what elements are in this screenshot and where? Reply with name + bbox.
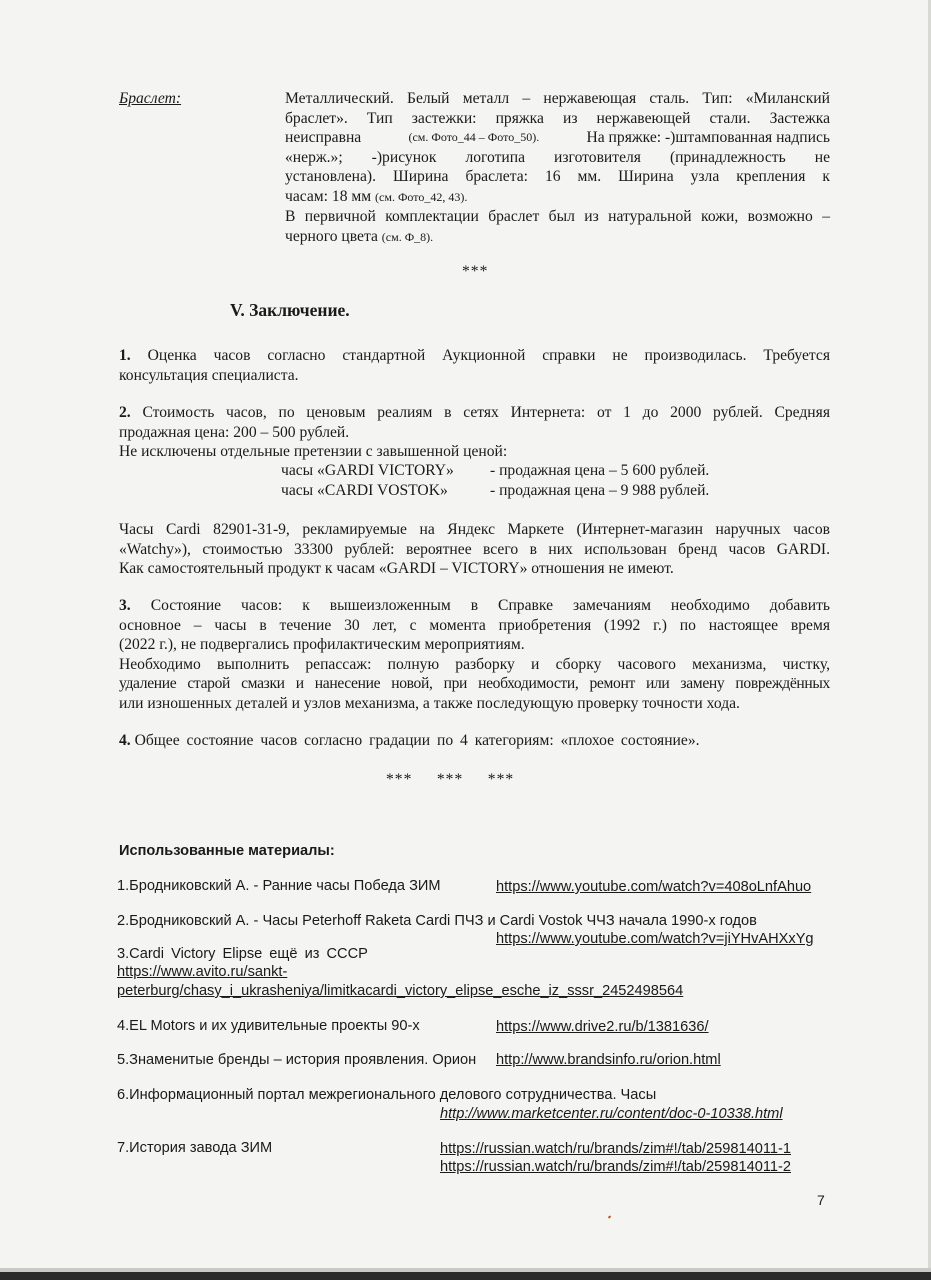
section-title: V. Заключение.: [230, 300, 350, 320]
paragraph-line: удаление старой смазки и нанесение новой, при необходимости, ремонт или замену повреждённых: [119, 675, 830, 692]
item-number: 4.: [119, 732, 131, 749]
material-link[interactable]: peterburg/chasy_i_ukrasheniya/limitkacardi_victory_elipse_esche_iz_sssr_2452498564: [117, 983, 684, 999]
bracelet-line: [285, 128, 830, 148]
paragraph-line: [119, 346, 830, 366]
item-number: 3.: [119, 597, 131, 614]
bracelet-line: браслет». Тип застежки: пряжка из нержавеющей стали. Застежка: [285, 109, 830, 127]
material-item-text: 3.Cardi Victory Elipse ещё из СССР: [117, 946, 368, 962]
paragraph-line: [119, 596, 830, 616]
material-link[interactable]: https://www.youtube.com/watch?v=jiYHvAHXxYg: [496, 931, 814, 947]
scan-speck: [608, 1215, 612, 1218]
separator-stars: *** *** ***: [386, 771, 515, 788]
material-item-text: 5.Знаменитые бренды – история проявления. Орион: [117, 1052, 477, 1068]
paragraph-line: или изношенных деталей и узлов механизма, а также последующую проверку точности хода.: [119, 694, 740, 712]
bracelet-text: часам: 18 мм: [285, 187, 372, 205]
paragraph-text: Оценка часов согласно стандартной Аукционной справки не производилась. Требуется: [147, 347, 830, 364]
material-item-text: 7.История завода ЗИМ: [117, 1140, 273, 1156]
paragraph-line: консультация специалиста.: [119, 366, 299, 384]
paragraph-line: «Watchy»), стоимостью 33300 рублей: вероятнее всего в них использован бренд часов GARDI.: [119, 540, 830, 558]
bracelet-line: установлена). Ширина браслета: 16 мм. Ширина узла крепления к: [285, 168, 830, 185]
paragraph-text: Стоимость часов, по ценовым реалиям в сетях Интернета: от 1 до 2000 рублей. Средняя: [142, 404, 830, 421]
bracelet-line: Металлический. Белый металл – нержавеющая сталь. Тип: «Миланский: [285, 90, 830, 107]
paragraph-line: основное – часы в течение 30 лет, с момента приобретения (1992 г.) по настоящее время: [119, 616, 830, 634]
material-link[interactable]: http://www.marketcenter.ru/content/doc-0-10338.html: [440, 1106, 783, 1122]
watch-offer-price: - продажная цена – 5 600 рублей.: [490, 462, 710, 479]
bracelet-line: В первичной комплектации браслет был из натуральной кожи, возможно –: [285, 208, 830, 225]
paragraph-2: [119, 403, 830, 462]
paragraph-line: продажная цена: 200 – 500 рублей.: [119, 423, 350, 441]
paragraph-line: Часы Cardi 82901-31-9, рекламируемые на Яндекс Маркете (Интернет-магазин наручных часов: [119, 521, 830, 538]
bracelet-text: На пряжке: -)штампованная надпись: [586, 129, 830, 146]
photo-reference: (см. Фото_42, 43).: [375, 189, 468, 204]
paragraph-text: Общее состояние часов согласно градации по 4 категориям: «плохое состояние».: [134, 732, 700, 749]
watch-offer-name: часы «CARDI VOSTOK»: [281, 482, 448, 499]
material-link[interactable]: https://www.avito.ru/sankt-: [117, 964, 288, 980]
materials-title: Использованные материалы:: [119, 843, 335, 859]
paragraph-line: (2022 г.), не подвергались профилактическим мероприятиям.: [119, 636, 525, 653]
bracelet-text: черного цвета: [285, 227, 378, 245]
item-number: 1.: [119, 347, 131, 364]
paragraph-line: Не исключены отдельные претензии с завышенной ценой:: [119, 443, 508, 460]
bracelet-label: Браслет:: [119, 90, 182, 107]
material-link[interactable]: https://www.drive2.ru/b/1381636/: [496, 1019, 709, 1035]
paragraph-3: [119, 596, 830, 713]
watch-offer-price: - продажная цена – 9 988 рублей.: [490, 482, 710, 499]
page-number: 7: [817, 1192, 825, 1208]
watch-offer-name: часы «GARDI VICTORY»: [281, 462, 454, 479]
bracelet-line: «нерж.»; -)рисунок логотипа изготовителя (принадлежность не: [285, 148, 830, 166]
paragraph-line: Необходимо выполнить репассаж: полную разборку и сборку часового механизма, чистку,: [119, 655, 830, 673]
bracelet-line: [285, 187, 830, 208]
paragraph-line: Как самостоятельный продукт к часам «GARDI – VICTORY» отношения не имеют.: [119, 560, 674, 577]
paragraph-line: [119, 403, 830, 423]
paragraph-text: Состояние часов: к вышеизложенным в Справке замечаниям необходимо добавить: [150, 597, 830, 614]
material-link[interactable]: https://russian.watch/ru/brands/zim#!/tab/259814011-2: [440, 1159, 791, 1175]
bracelet-line: [285, 227, 830, 248]
paragraph-1: [119, 346, 830, 385]
separator-stars: ***: [462, 263, 489, 280]
material-item-text: 6.Информационный портал межрегионального делового сотрудничества. Часы: [117, 1087, 657, 1103]
photo-reference: (см. Фото_44 – Фото_50).: [408, 130, 540, 144]
material-link[interactable]: https://russian.watch/ru/brands/zim#!/tab/259814011-1: [440, 1141, 791, 1157]
paragraph-2b: [119, 520, 830, 579]
scan-edge-bottom: [0, 1272, 931, 1280]
bracelet-description: [285, 89, 830, 247]
paragraph-line: [119, 731, 830, 751]
material-item-text: 1.Бродниковский А. - Ранние часы Победа ЗИМ: [117, 878, 441, 894]
bracelet-text: неисправна: [285, 129, 362, 146]
material-item-text: 2.Бродниковский А. - Часы Peterhoff Raketa Cardi ПЧЗ и Cardi Vostok ЧЧЗ начала 1990-х годов: [117, 913, 757, 929]
material-item-text: 4.EL Motors и их удивительные проекты 90-х: [117, 1018, 420, 1034]
paragraph-4: [119, 731, 830, 751]
item-number: 2.: [119, 404, 131, 421]
photo-reference: (см. Ф_8).: [381, 229, 434, 244]
material-link[interactable]: http://www.brandsinfo.ru/orion.html: [496, 1052, 721, 1068]
material-link[interactable]: https://www.youtube.com/watch?v=408oLnfAhuo: [496, 879, 812, 895]
